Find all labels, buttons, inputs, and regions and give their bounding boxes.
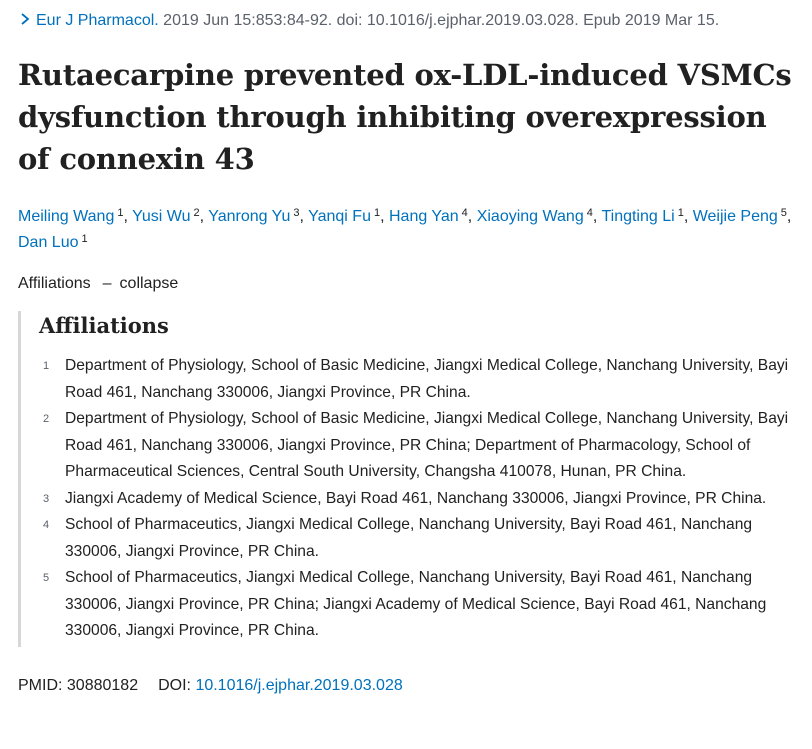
doi-link[interactable]: 10.1016/j.ejphar.2019.03.028 [195,676,403,694]
author-item [477,208,593,225]
author-name-link[interactable]: Tingting Li [601,208,675,225]
author-item [601,208,683,225]
author-affiliation-number[interactable]: 1 [117,207,124,219]
author-item [693,208,787,225]
affiliations-panel [18,311,809,647]
collapse-button[interactable]: collapse [119,275,179,292]
affiliation-item [39,353,809,406]
affiliations-heading: Affiliations [39,313,169,338]
author-name-link[interactable]: Yanrong Yu [208,208,291,225]
pmid-value: 30880182 [66,676,139,694]
journal-link[interactable]: Eur J Pharmacol. [36,12,159,29]
author-affiliation-number[interactable]: 1 [677,207,684,219]
affiliation-item [39,486,809,513]
author-item [208,208,299,225]
article-title: Rutaecarpine prevented ox-LDL-induced VSMCs dysfunction through inhibiting overexpression of connexin 43 [18,58,792,176]
affiliation-item [39,512,809,565]
affiliation-number: 3 [43,492,50,505]
affiliation-item [39,406,809,486]
author-affiliation-number[interactable]: 4 [461,207,468,219]
affiliation-number: 4 [43,519,50,531]
affiliations-toggle-label: Affiliations [18,275,91,292]
affiliation-text: Department of Physiology, School of Basic Medicine, Jiangxi Medical College, Nanchang University, Bayi Road 461, Nanchang 330006, Jiangxi Province, PR China; Department of Pharmacology, School of Pharmaceutical Sciences, Central South University, Changsha 410078, Hunan, PR China. [65,410,789,480]
article-header [18,0,808,697]
affiliations-toggle [18,274,808,294]
author-affiliation-number[interactable]: 4 [586,207,593,219]
dash-separator: – [102,275,112,292]
author-item [389,208,468,225]
author-item [308,208,380,225]
affiliation-text: Jiangxi Academy of Medical Science, Bayi Road 461, Nanchang 330006, Jiangxi Province, PR China. [65,489,767,507]
author-name-link[interactable]: Yanqi Fu [308,208,371,225]
affiliation-number: 5 [43,572,50,584]
affiliation-number: 2 [43,413,50,425]
article-identifiers [18,675,808,697]
citation-details: 2019 Jun 15:853:84-92. doi: 10.1016/j.ejphar.2019.03.028. Epub 2019 Mar 15. [163,12,720,29]
affiliation-text: Department of Physiology, School of Basic Medicine, Jiangxi Medical College, Nanchang University, Bayi Road 461, Nanchang 330006, Jiangxi Province, PR China. [65,357,789,401]
citation-line [18,10,808,32]
author-name-link[interactable]: Dan Luo [18,234,79,251]
affiliation-number: 1 [43,360,50,372]
author-affiliation-number[interactable]: 5 [780,207,787,219]
authors-list: Meiling Wang $^1$, Yusi Wu $^2$, Yanrong Yu $^3$, Yanqi Fu $^1$, Hang Yan $^4$, Xiaoying Wang $^4$, Tingting Li $^1$, Weijie Peng $^5$, Dan Luo $^1$ [18,207,792,251]
author-item [132,208,200,225]
author-name-link[interactable]: Yusi Wu [132,208,191,225]
doi-label: DOI: [158,676,191,694]
author-name-link[interactable]: Weijie Peng [692,208,778,225]
chevron-right-icon [18,12,32,26]
author-name-link[interactable]: Hang Yan [388,208,459,225]
author-name-link[interactable]: Meiling Wang [18,208,115,225]
affiliation-item [39,565,809,645]
author-affiliation-number[interactable]: 1 [81,233,88,245]
pmid-label: PMID: [18,676,63,694]
affiliation-text: School of Pharmaceutics, Jiangxi Medical College, Nanchang University, Bayi Road 461, Nanchang 330006, Jiangxi Province, PR China; Jiangxi Academy of Medical Science, Bayi Road 461, Nanchang 330006, Jiangxi Province, PR China. [65,569,767,639]
affiliations-list [39,353,809,647]
author-affiliation-number[interactable]: 2 [193,207,200,219]
author-affiliation-number[interactable]: 3 [293,207,300,219]
author-affiliation-number[interactable]: 1 [373,207,381,219]
author-item [18,208,123,225]
author-item [18,234,88,251]
author-name-link[interactable]: Xiaoying Wang [476,208,584,225]
affiliation-text: School of Pharmaceutics, Jiangxi Medical College, Nanchang University, Bayi Road 461, Nanchang 330006, Jiangxi Province, PR China. [65,516,753,560]
